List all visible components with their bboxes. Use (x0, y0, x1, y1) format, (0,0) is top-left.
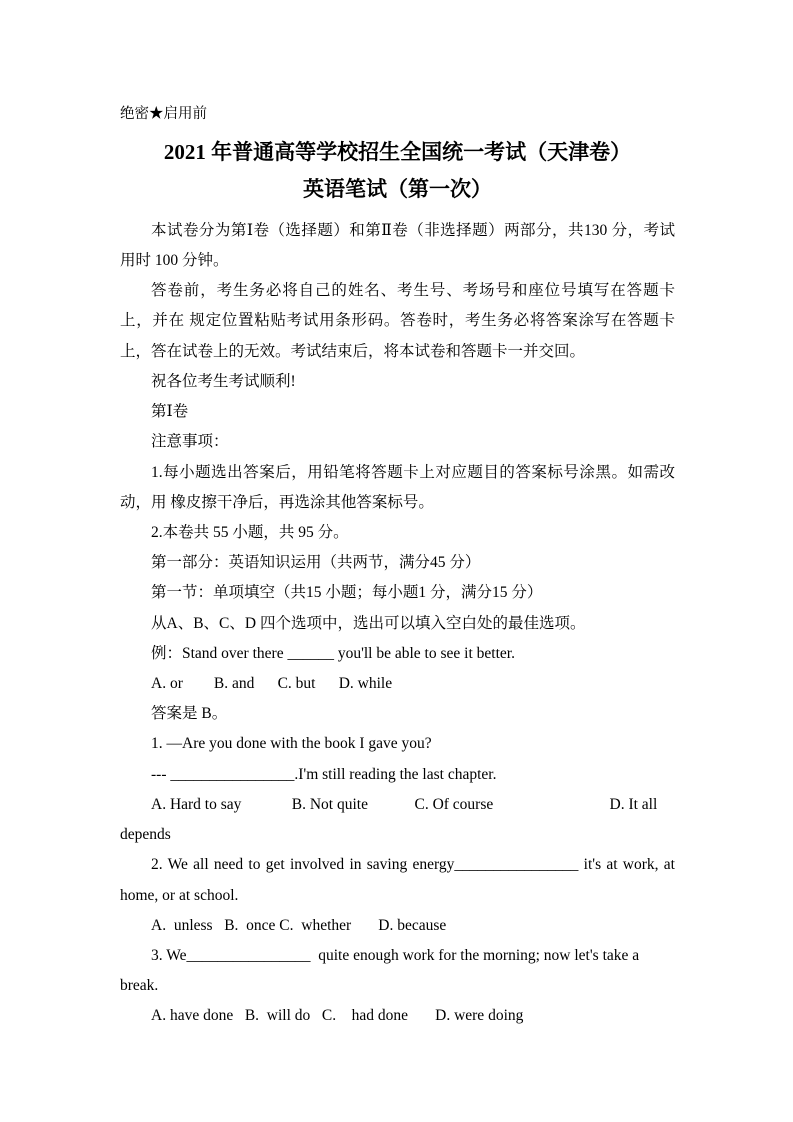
answer-sheet-instructions: 答卷前，考生务必将自己的姓名、考生号、考场号和座位号填写在答题卡上，并在 规定位置粘贴考试用条形码。答卷时，考生务必将答案涂写在答题卡上，答在试卷上的无效。考试结束后，将本试卷和答题卡一并交回。 (120, 282, 675, 360)
section1-heading: 第一节：单项填空（共15 小题；每小题1 分，满分15 分） (151, 584, 543, 602)
example-sentence: 例：Stand over there ______ you'll be able to see it better. (151, 644, 515, 662)
notes-heading: 注意事项： (151, 433, 229, 451)
part1-heading: 第一部分：英语知识运用（共两节，满分45 分） (151, 554, 481, 572)
question-3-options: A. have done B. will do C. had done D. were doing (151, 1007, 524, 1025)
exam-title: 2021 年普通高等学校招生全国统一考试（天津卷） (163, 140, 632, 165)
question-2-stem: 2. We all need to get involved in saving energy________________ it's at work, at home, or at school. (120, 856, 675, 904)
volume1-heading: 第Ⅰ卷 (151, 403, 189, 421)
question-1-options: A. Hard to say B. Not quite C. Of course D. It all depends (120, 795, 662, 844)
example-options: A. or B. and C. but D. while (151, 675, 393, 693)
question-1-stem: 1. —Are you done with the book I gave you? (151, 735, 432, 753)
good-luck-line: 祝各位考生考试顺利! (151, 372, 296, 390)
directions-line: 从A、B、C、D 四个选项中，选出可以填入空白处的最佳选项。 (151, 614, 586, 632)
question-1-reply-blank: --- ________________.I'm still reading the last chapter. (151, 765, 497, 783)
example-answer: 答案是 B。 (151, 705, 228, 723)
question-3-stem: 3. We________________ quite enough work for the morning; now let's take a break. (120, 947, 644, 995)
note-2: 2.本卷共 55 小题，共 95 分。 (151, 523, 349, 541)
note-1: 1.每小题选出答案后，用铅笔将答题卡上对应题目的答案标号涂黑。如需改动，用 橡皮擦干净后，再选涂其他答案标号。 (120, 463, 675, 511)
intro-paragraph: 本试卷分为第Ⅰ卷（选择题）和第Ⅱ卷（非选择题）两部分，共130 分，考试用时 100 分钟。 (120, 221, 675, 269)
question-2-options: A. unless B. once C. whether D. because (151, 916, 447, 934)
security-label: 绝密★启用前 (120, 106, 207, 122)
exam-subtitle: 英语笔试（第一次） (303, 177, 492, 202)
